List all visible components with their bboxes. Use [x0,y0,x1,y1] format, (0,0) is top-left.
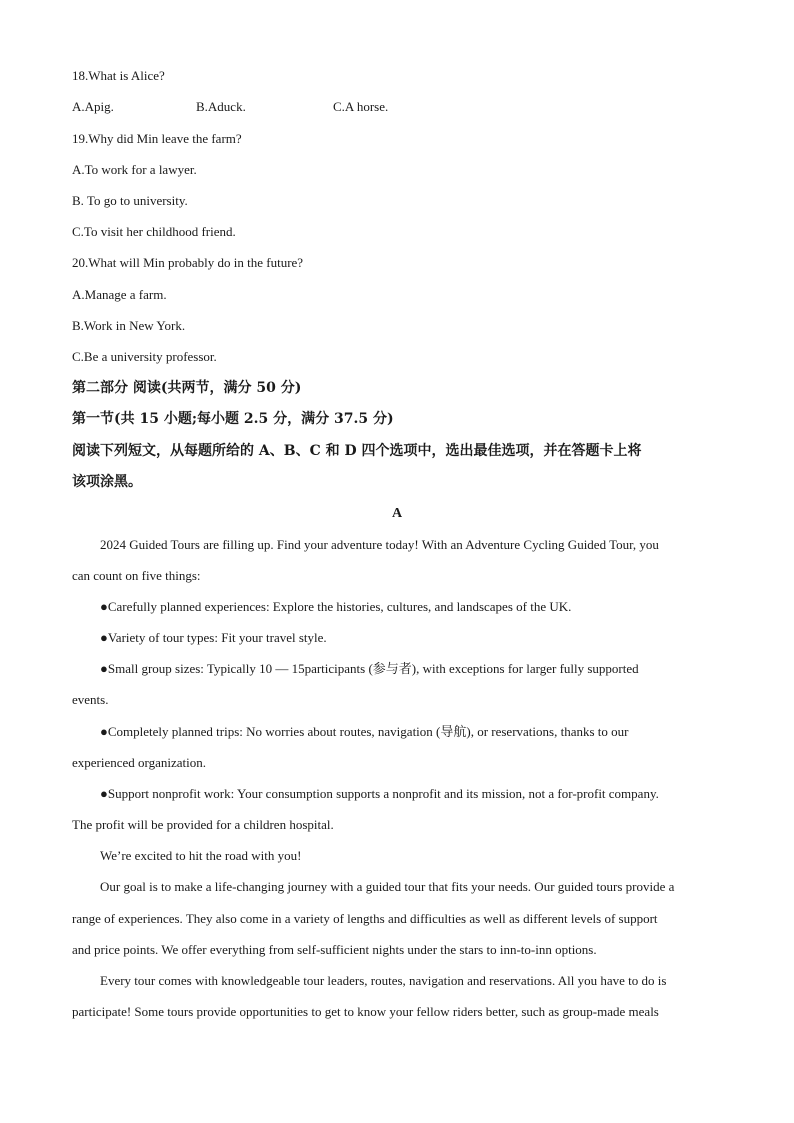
bullet-item: ●Completely planned trips: No worries about routes, navigation (导航), or reservations, thanks to our [100,724,629,739]
option-a: A.Manage a farm. [72,287,167,302]
option-b: B. To go to university. [72,193,188,208]
passage-text: and price points. We offer everything from self-sufficient nights under the stars to inn-to-inn options. [72,942,597,957]
bullet-item: ●Small group sizes: Typically 10 — 15participants (参与者), with exceptions for larger fully supported [100,661,639,676]
passage-text: participate! Some tours provide opportunities to get to know your fellow riders better, such as group-made meals [72,1004,659,1019]
option-c: C.A horse. [333,99,389,114]
bullet-item: ●Variety of tour types: Fit your travel style. [100,630,327,645]
option-c: C.To visit her childhood friend. [72,224,236,239]
option-a: A.To work for a lawyer. [72,162,197,177]
bullet-item-continued: events. [72,692,109,707]
option-a: A.Apig. [72,99,114,114]
part-two-heading: 第二部分 阅读(共两节，满分 50 分) [72,380,302,396]
option-b: B.Aduck. [196,99,246,114]
bullet-item-continued: experienced organization. [72,755,207,770]
passage-title: A [391,506,403,521]
instruction-line-1: 阅读下列短文，从每题所给的 A、B、C 和 D 四个选项中，选出最佳选项，并在答题卡上将 [72,443,642,459]
bullet-item-continued: The profit will be provided for a children hospital. [72,817,334,832]
passage-text: Our goal is to make a life-changing journey with a guided tour that fits your needs. Our guided tours provide a [100,879,675,894]
option-c: C.Be a university professor. [72,349,217,364]
question-19-stem: 19.Why did Min leave the farm? [72,131,242,146]
question-18-stem: 18.What is Alice? [72,68,165,83]
passage-text: 2024 Guided Tours are filling up. Find your adventure today! With an Adventure Cycling Guided Tour, you [100,537,659,552]
option-b: B.Work in New York. [72,318,186,333]
question-18-options [72,98,472,116]
bullet-item: ●Support nonprofit work: Your consumption supports a nonprofit and its mission, not a for-profit company. [100,786,659,801]
passage-text: range of experiences. They also come in a variety of lengths and difficulties as well as different levels of support [72,911,658,926]
bullet-item: ●Carefully planned experiences: Explore the histories, cultures, and landscapes of the UK. [100,599,572,614]
section-one-heading: 第一节(共 15 小题;每小题 2.5 分，满分 37.5 分) [72,411,394,427]
question-20-stem: 20.What will Min probably do in the future? [72,255,304,270]
passage-text: can count on five things: [72,568,201,583]
instruction-line-2: 该项涂黑。 [72,474,142,490]
passage-text: Every tour comes with knowledgeable tour leaders, routes, navigation and reservations. All you have to do is [100,973,667,988]
passage-text: We’re excited to hit the road with you! [100,848,302,863]
